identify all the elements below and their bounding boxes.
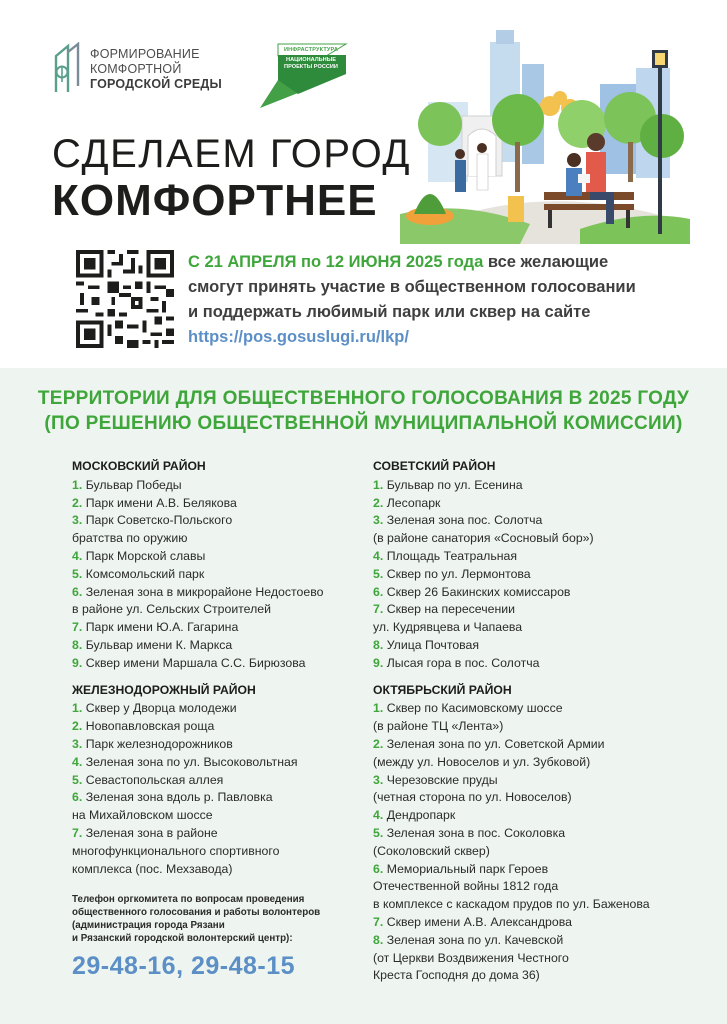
formirovanie-logo	[52, 42, 222, 96]
territory-item	[72, 772, 362, 790]
territory-name: Парк имени А.В. Белякова	[85, 495, 237, 510]
territory-number: 7.	[373, 602, 384, 617]
territory-name: Дендропарк	[386, 808, 456, 823]
territory-name: Комсомольский парк	[85, 566, 205, 581]
territory-number: 9.	[373, 655, 384, 670]
territory-name: Зеленая зона по ул. Советской Армии	[386, 736, 605, 751]
territory-item	[72, 619, 362, 637]
territory-number: 5.	[373, 825, 384, 840]
territory-name: Сквер по Касимовскому шоссе	[386, 701, 563, 716]
district-heading: ЖЕЛЕЗНОДОРОЖНЫЙ РАЙОН	[72, 682, 256, 697]
territory-name: Зеленая зона по ул. Высоковольтная	[85, 754, 298, 769]
phone-note-line-3: (администрация города Рязани	[72, 920, 225, 931]
territory-item	[72, 700, 362, 718]
territory-number: 7.	[72, 825, 83, 840]
voting-dates: С 21 АПРЕЛЯ по 12 ИЮНЯ 2025 года	[188, 253, 484, 271]
territory-name: Лысая гора в пос. Солотча	[386, 655, 540, 670]
territory-name: Бульвар имени К. Маркса	[85, 637, 233, 652]
territory-name: Улица Почтовая	[386, 637, 480, 652]
territory-item	[72, 637, 362, 655]
territory-number: 1.	[373, 477, 384, 492]
logo-line-1: ФОРМИРОВАНИЕ	[90, 46, 200, 61]
announcement-text-1: все желающие	[483, 253, 609, 271]
territory-item	[373, 495, 703, 513]
territory-item	[373, 601, 703, 619]
territory-item	[373, 477, 703, 495]
district-heading: СОВЕТСКИЙ РАЙОН	[373, 459, 496, 473]
territory-name: Отечественной войны 1812 года	[373, 879, 559, 894]
voting-announcement	[188, 250, 688, 350]
territory-name: Зеленая зона в пос. Соколовка	[386, 825, 566, 840]
territory-name: ул. Кудрявцева и Чапаева	[373, 620, 523, 635]
territory-number: 8.	[373, 932, 384, 947]
header-section	[0, 0, 727, 368]
territory-name: Площадь Театральная	[386, 548, 518, 563]
phone-note-line-4: и Рязанский городской волонтерский центр):	[72, 933, 293, 944]
territory-item	[373, 655, 703, 673]
territory-name: Зеленая зона по ул. Качевской	[386, 932, 564, 947]
territory-name: Севастопольская аллея	[85, 772, 224, 787]
territory-name: братства по оружию	[72, 531, 188, 546]
territory-item	[72, 825, 362, 843]
territory-item	[373, 548, 703, 566]
territory-name: (от Церкви Воздвижения Честного	[373, 950, 569, 965]
territory-number: 5.	[72, 772, 83, 787]
territory-item	[373, 807, 703, 825]
territory-name: в районе ул. Сельских Строителей	[72, 602, 271, 617]
territory-number: 2.	[72, 719, 83, 734]
territories-title-line-1: ТЕРРИТОРИИ ДЛЯ ОБЩЕСТВЕННОГО ГОЛОСОВАНИЯ В 2025 ГОДУ	[37, 388, 690, 409]
territory-name: Зеленая зона вдоль р. Павловка	[85, 790, 273, 805]
territory-number: 3.	[373, 513, 384, 528]
headline-line-1: СДЕЛАЕМ ГОРОД	[52, 132, 411, 176]
territory-number: 7.	[72, 620, 83, 635]
territory-item	[373, 896, 703, 914]
territory-item	[72, 861, 362, 879]
territory-number: 2.	[373, 736, 384, 751]
territory-name: Бульвар Победы	[85, 477, 182, 492]
territory-number: 3.	[72, 736, 83, 751]
territory-name: Парк железнодорожников	[85, 736, 233, 751]
territory-item	[373, 772, 703, 790]
territory-name: Зеленая зона в районе	[85, 825, 218, 840]
territory-item	[373, 512, 703, 530]
city-environment-logo-icon	[52, 42, 82, 96]
territory-name: многофункционального спортивного	[72, 843, 280, 858]
territory-name: Сквер имени Маршала С.С. Бирюзова	[85, 655, 306, 670]
territory-name: (четная сторона по ул. Новоселов)	[373, 790, 572, 805]
territory-name: (Соколовский сквер)	[373, 843, 490, 858]
territory-item	[373, 843, 703, 861]
territory-number: 6.	[72, 584, 83, 599]
territory-name: Лесопарк	[386, 495, 441, 510]
formirovanie-logo-text	[90, 47, 222, 92]
territory-name: Парк имени Ю.А. Гагарина	[85, 620, 239, 635]
territory-name: Сквер имени А.В. Александрова	[386, 914, 572, 929]
territory-item	[72, 495, 362, 513]
territory-item	[72, 601, 362, 619]
left-column	[72, 458, 362, 878]
territory-number: 6.	[72, 790, 83, 805]
territory-name: Черезовские пруды	[386, 772, 498, 787]
territory-item	[373, 718, 703, 736]
territory-name: Зеленая зона в микрорайоне Недостоево	[85, 584, 324, 599]
territory-item	[373, 932, 703, 950]
phone-numbers[interactable]: 29-48-16, 29-48-15	[72, 952, 296, 980]
territory-item	[72, 655, 362, 673]
announcement-line-1	[188, 250, 688, 275]
territory-item	[373, 530, 703, 548]
territory-item	[373, 584, 703, 602]
territory-name: (в районе санатория «Сосновый бор»)	[373, 531, 594, 546]
territory-name: на Михайловском шоссе	[72, 808, 213, 823]
territory-item	[373, 700, 703, 718]
territory-name: Бульвар по ул. Есенина	[386, 477, 523, 492]
territory-number: 6.	[373, 584, 384, 599]
territory-number: 2.	[72, 495, 83, 510]
territory-name: комплекса (пос. Мехзавода)	[72, 861, 233, 876]
district-heading: ОКТЯБРЬСКИЙ РАЙОН	[373, 682, 512, 697]
national-projects-label: НАЦИОНАЛЬНЫЕ ПРОЕКТЫ РОССИИ	[284, 57, 338, 70]
territory-name: Сквер у Дворца молодежи	[85, 701, 237, 716]
territory-item	[72, 584, 362, 602]
headline-line-2: КОМФОРТНЕЕ	[52, 176, 378, 225]
territory-item	[72, 754, 362, 772]
territory-name: (в районе ТЦ «Лента»)	[373, 719, 504, 734]
gosuslugi-link[interactable]: https://pos.gosuslugi.ru/lkp/	[188, 328, 409, 346]
territory-number: 4.	[373, 808, 384, 823]
territory-number: 3.	[373, 772, 384, 787]
territory-number: 5.	[72, 566, 83, 581]
territory-number: 7.	[373, 914, 384, 929]
territory-item	[373, 566, 703, 584]
territory-number: 4.	[72, 548, 83, 563]
territory-item	[72, 807, 362, 825]
qr-code-icon[interactable]	[76, 250, 174, 348]
phone-note-line-2: общественного голосования и работы волонтеров	[72, 907, 321, 918]
territory-number: 6.	[373, 861, 384, 876]
territory-name: Сквер по ул. Лермонтова	[386, 566, 531, 581]
park-illustration-icon	[400, 24, 690, 244]
territory-number: 8.	[72, 637, 83, 652]
territory-item	[373, 878, 703, 896]
territory-item	[373, 914, 703, 932]
territories-title-line-2: (ПО РЕШЕНИЮ ОБЩЕСТВЕННОЙ МУНИЦИПАЛЬНОЙ КОМИССИИ)	[44, 413, 683, 434]
territory-number: 8.	[373, 637, 384, 652]
territory-item	[72, 843, 362, 861]
territory-number: 2.	[373, 495, 384, 510]
territory-name: (между ул. Новоселов и ул. Зубковой)	[373, 754, 591, 769]
territory-name: Парк Морской славы	[85, 548, 206, 563]
territory-item	[373, 861, 703, 879]
territory-item	[72, 548, 362, 566]
phone-note-line-1: Телефон оргкомитета по вопросам проведения	[72, 894, 305, 905]
territory-item	[72, 530, 362, 548]
territory-item	[373, 736, 703, 754]
territory-item	[373, 950, 703, 968]
infrastructure-label: ИНФРАСТРУКТУРА	[284, 47, 339, 53]
territory-item	[373, 825, 703, 843]
territory-item	[72, 718, 362, 736]
territory-name: в комплексе с каскадом прудов по ул. Баженова	[373, 897, 650, 912]
territory-name: Парк Советско-Польского	[85, 513, 233, 528]
territory-item	[373, 967, 703, 985]
territory-name: Сквер 26 Бакинских комиссаров	[386, 584, 571, 599]
national-projects-logo	[258, 40, 348, 110]
right-column	[373, 458, 703, 985]
territory-number: 4.	[373, 548, 384, 563]
territory-number: 5.	[373, 566, 384, 581]
phone-note	[72, 893, 362, 945]
district-heading: МОСКОВСКИЙ РАЙОН	[72, 459, 206, 473]
logo-line-3: ГОРОДСКОЙ СРЕДЫ	[90, 76, 222, 91]
territory-item	[373, 789, 703, 807]
territory-name: Креста Господня до дома 36)	[373, 968, 540, 983]
logo-line-2: КОМФОРТНОЙ	[90, 61, 182, 76]
territory-name: Новопавловская роща	[85, 719, 215, 734]
territory-name: Мемориальный парк Героев	[386, 861, 549, 876]
territory-number: 1.	[72, 701, 83, 716]
territory-name: Сквер на пересечении	[386, 602, 516, 617]
territory-item	[373, 619, 703, 637]
territories-title	[0, 386, 727, 436]
territory-item	[373, 754, 703, 772]
announcement-line-3: и поддержать любимый парк или сквер на сайте	[188, 303, 591, 321]
territory-item	[72, 736, 362, 754]
territory-item	[72, 789, 362, 807]
territory-item	[72, 512, 362, 530]
territory-number: 3.	[72, 513, 83, 528]
territory-item	[72, 566, 362, 584]
territory-item	[72, 477, 362, 495]
territory-item	[373, 637, 703, 655]
territory-number: 1.	[373, 701, 384, 716]
territory-name: Зеленая зона пос. Солотча	[386, 513, 543, 528]
territory-number: 1.	[72, 477, 83, 492]
announcement-line-2: смогут принять участие в общественном голосовании	[188, 278, 636, 296]
territory-number: 9.	[72, 655, 83, 670]
territory-number: 4.	[72, 754, 83, 769]
